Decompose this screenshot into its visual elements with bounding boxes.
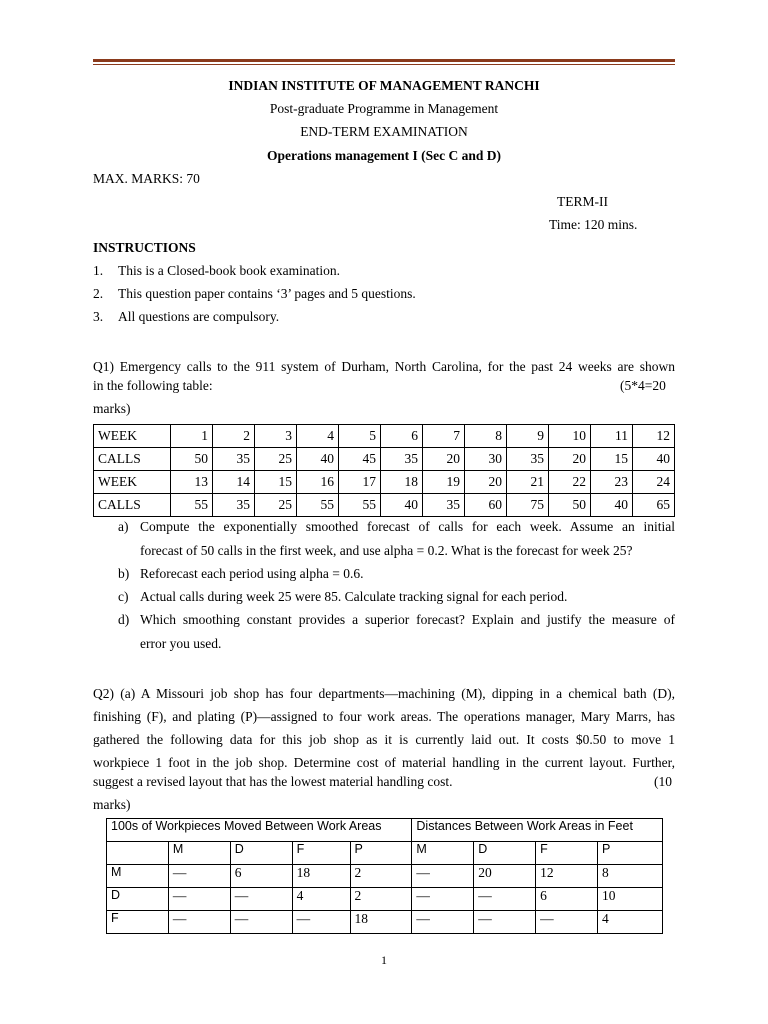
- table-cell: WEEK: [94, 425, 171, 448]
- q1-part-d-line2: error you used.: [140, 636, 222, 651]
- q2-line3: gathered the following data for this job shop as it is currently laid out. It costs $0.50 to move 1: [93, 732, 675, 747]
- table-cell: 6: [230, 865, 292, 888]
- max-marks: MAX. MARKS: 70: [93, 171, 200, 186]
- column-header: D: [474, 842, 536, 865]
- table-cell: —: [230, 888, 292, 911]
- table-cell: 15: [255, 471, 297, 494]
- column-header: F: [536, 842, 598, 865]
- table-cell: 4: [297, 425, 339, 448]
- q2-line1: Q2) (a) A Missouri job shop has four departments—machining (M), dipping in a chemical bath (D),: [93, 686, 675, 701]
- table-cell: 10: [598, 888, 663, 911]
- table-cell: 20: [423, 448, 465, 471]
- table-cell: 7: [423, 425, 465, 448]
- table-cell: 65: [633, 494, 675, 517]
- q1-part-d-line1: Which smoothing constant provides a superior forecast? Explain and justify the measure of: [140, 612, 675, 627]
- table-row: [107, 888, 663, 911]
- table-cell: 35: [213, 448, 255, 471]
- exam-title: END-TERM EXAMINATION: [300, 124, 468, 139]
- table-cell: 55: [297, 494, 339, 517]
- table-cell: 9: [507, 425, 549, 448]
- list-item-text: This is a Closed-book book examination.: [118, 263, 340, 278]
- table-cell: 15: [591, 448, 633, 471]
- table-cell: 17: [339, 471, 381, 494]
- table-cell: —: [474, 888, 536, 911]
- table-cell: 40: [297, 448, 339, 471]
- column-header: P: [598, 842, 663, 865]
- table-row: [94, 494, 675, 517]
- q2-marks: (10: [654, 774, 672, 789]
- table-cell: 6: [536, 888, 598, 911]
- table-cell: —: [292, 911, 350, 934]
- q1-part-d-label: d): [118, 612, 130, 627]
- table-cell: 16: [297, 471, 339, 494]
- table-cell: 25: [255, 448, 297, 471]
- column-header: F: [292, 842, 350, 865]
- table-cell: 22: [549, 471, 591, 494]
- top-rule: [93, 59, 675, 62]
- course-title: Operations management I (Sec C and D): [267, 148, 501, 163]
- page-number: 1: [381, 953, 387, 967]
- table-cell: 30: [465, 448, 507, 471]
- table-cell: 18: [381, 471, 423, 494]
- table-cell: 35: [213, 494, 255, 517]
- q2-marks-cont: marks): [93, 797, 131, 812]
- table-row: [94, 471, 675, 494]
- table-cell: 2: [213, 425, 255, 448]
- list-item: 2.: [93, 286, 104, 301]
- table-cell: 35: [423, 494, 465, 517]
- table-cell: 55: [171, 494, 213, 517]
- table-cell: —: [412, 911, 474, 934]
- table-cell: 14: [213, 471, 255, 494]
- table-cell: 20: [549, 448, 591, 471]
- table-cell: —: [536, 911, 598, 934]
- q1-marks-cont: marks): [93, 401, 131, 416]
- table-cell: —: [168, 865, 230, 888]
- table-cell: 8: [598, 865, 663, 888]
- instructions-heading: INSTRUCTIONS: [93, 240, 196, 255]
- table-cell: CALLS: [94, 494, 171, 517]
- table-cell: 45: [339, 448, 381, 471]
- table-cell: 1: [171, 425, 213, 448]
- table-cell: 2: [350, 865, 412, 888]
- list-item: 3.: [93, 309, 104, 324]
- q2-line2: finishing (F), and plating (P)—assigned to four work areas. The operations manager, Mary Marrs, has: [93, 709, 675, 724]
- table-cell: 18: [292, 865, 350, 888]
- table-cell: 10: [549, 425, 591, 448]
- table-cell: CALLS: [94, 448, 171, 471]
- table-cell: 18: [350, 911, 412, 934]
- q1-part-a-line1: Compute the exponentially smoothed forecast of calls for each week. Assume an initial: [140, 519, 675, 534]
- q1-part-b-label: b): [118, 566, 130, 581]
- table-cell: 55: [339, 494, 381, 517]
- table-cell: 5: [339, 425, 381, 448]
- q2-layout-table: [106, 818, 663, 934]
- column-header: M: [412, 842, 474, 865]
- institute-title: INDIAN INSTITUTE OF MANAGEMENT RANCHI: [228, 78, 540, 93]
- column-header: D: [230, 842, 292, 865]
- table-cell: 35: [381, 448, 423, 471]
- table-cell: 6: [381, 425, 423, 448]
- table-cell: 35: [507, 448, 549, 471]
- table-cell: 12: [536, 865, 598, 888]
- list-item-text: This question paper contains ‘3’ pages and 5 questions.: [118, 286, 416, 301]
- q1-part-c-label: c): [118, 589, 129, 604]
- table-cell: 19: [423, 471, 465, 494]
- table-cell: M: [107, 865, 169, 888]
- table-cell: —: [168, 911, 230, 934]
- q1-marks: (5*4=20: [620, 378, 666, 393]
- table-cell: 20: [465, 471, 507, 494]
- q2-line4: workpiece 1 foot in the job shop. Determine cost of material handling in the current layout. Further,: [93, 755, 675, 770]
- table-row: [94, 425, 675, 448]
- q1-part-b-text: Reforecast each period using alpha = 0.6.: [140, 566, 364, 581]
- table-cell: —: [168, 888, 230, 911]
- table-cell: 21: [507, 471, 549, 494]
- table-cell: 25: [255, 494, 297, 517]
- table-cell: 75: [507, 494, 549, 517]
- q1-calls-table: [93, 424, 675, 517]
- column-header: [107, 842, 169, 865]
- q1-part-a-label: a): [118, 519, 129, 534]
- table-cell: —: [412, 865, 474, 888]
- table-row: [107, 911, 663, 934]
- table-cell: 24: [633, 471, 675, 494]
- table-cell: —: [412, 888, 474, 911]
- table-cell: 60: [465, 494, 507, 517]
- column-header: P: [350, 842, 412, 865]
- table-row: [94, 448, 675, 471]
- table-cell: 40: [633, 448, 675, 471]
- table-header-left: 100s of Workpieces Moved Between Work Areas: [107, 819, 412, 842]
- table-header-right: Distances Between Work Areas in Feet: [412, 819, 663, 842]
- q1-line2: in the following table:: [93, 378, 213, 393]
- table-cell: 50: [549, 494, 591, 517]
- q1-part-c-text: Actual calls during week 25 were 85. Calculate tracking signal for each period.: [140, 589, 568, 604]
- list-item: 1.: [93, 263, 104, 278]
- table-cell: 11: [591, 425, 633, 448]
- q2-line5: suggest a revised layout that has the lowest material handling cost.: [93, 774, 453, 789]
- table-column-row: [107, 842, 663, 865]
- table-cell: 20: [474, 865, 536, 888]
- table-cell: F: [107, 911, 169, 934]
- list-item-text: All questions are compulsory.: [118, 309, 280, 324]
- table-cell: 2: [350, 888, 412, 911]
- table-cell: 3: [255, 425, 297, 448]
- programme-title: Post-graduate Programme in Management: [269, 101, 499, 116]
- column-header: M: [168, 842, 230, 865]
- table-cell: 40: [591, 494, 633, 517]
- table-cell: 23: [591, 471, 633, 494]
- table-cell: WEEK: [94, 471, 171, 494]
- table-cell: —: [474, 911, 536, 934]
- table-row: [107, 865, 663, 888]
- table-cell: 12: [633, 425, 675, 448]
- table-cell: 13: [171, 471, 213, 494]
- q1-part-a-line2: forecast of 50 calls in the first week, and use alpha = 0.2. What is the forecast for week 25?: [140, 543, 633, 558]
- table-cell: 40: [381, 494, 423, 517]
- table-cell: 50: [171, 448, 213, 471]
- table-cell: D: [107, 888, 169, 911]
- q1-line1: Q1) Emergency calls to the 911 system of Durham, North Carolina, for the past 24 weeks are shown: [93, 359, 675, 374]
- table-cell: 4: [598, 911, 663, 934]
- top-rule-thin: [93, 64, 675, 65]
- table-cell: 4: [292, 888, 350, 911]
- table-header-row: [107, 819, 663, 842]
- time-limit: Time: 120 mins.: [549, 217, 638, 232]
- table-cell: —: [230, 911, 292, 934]
- table-cell: 8: [465, 425, 507, 448]
- term: TERM-II: [557, 194, 608, 209]
